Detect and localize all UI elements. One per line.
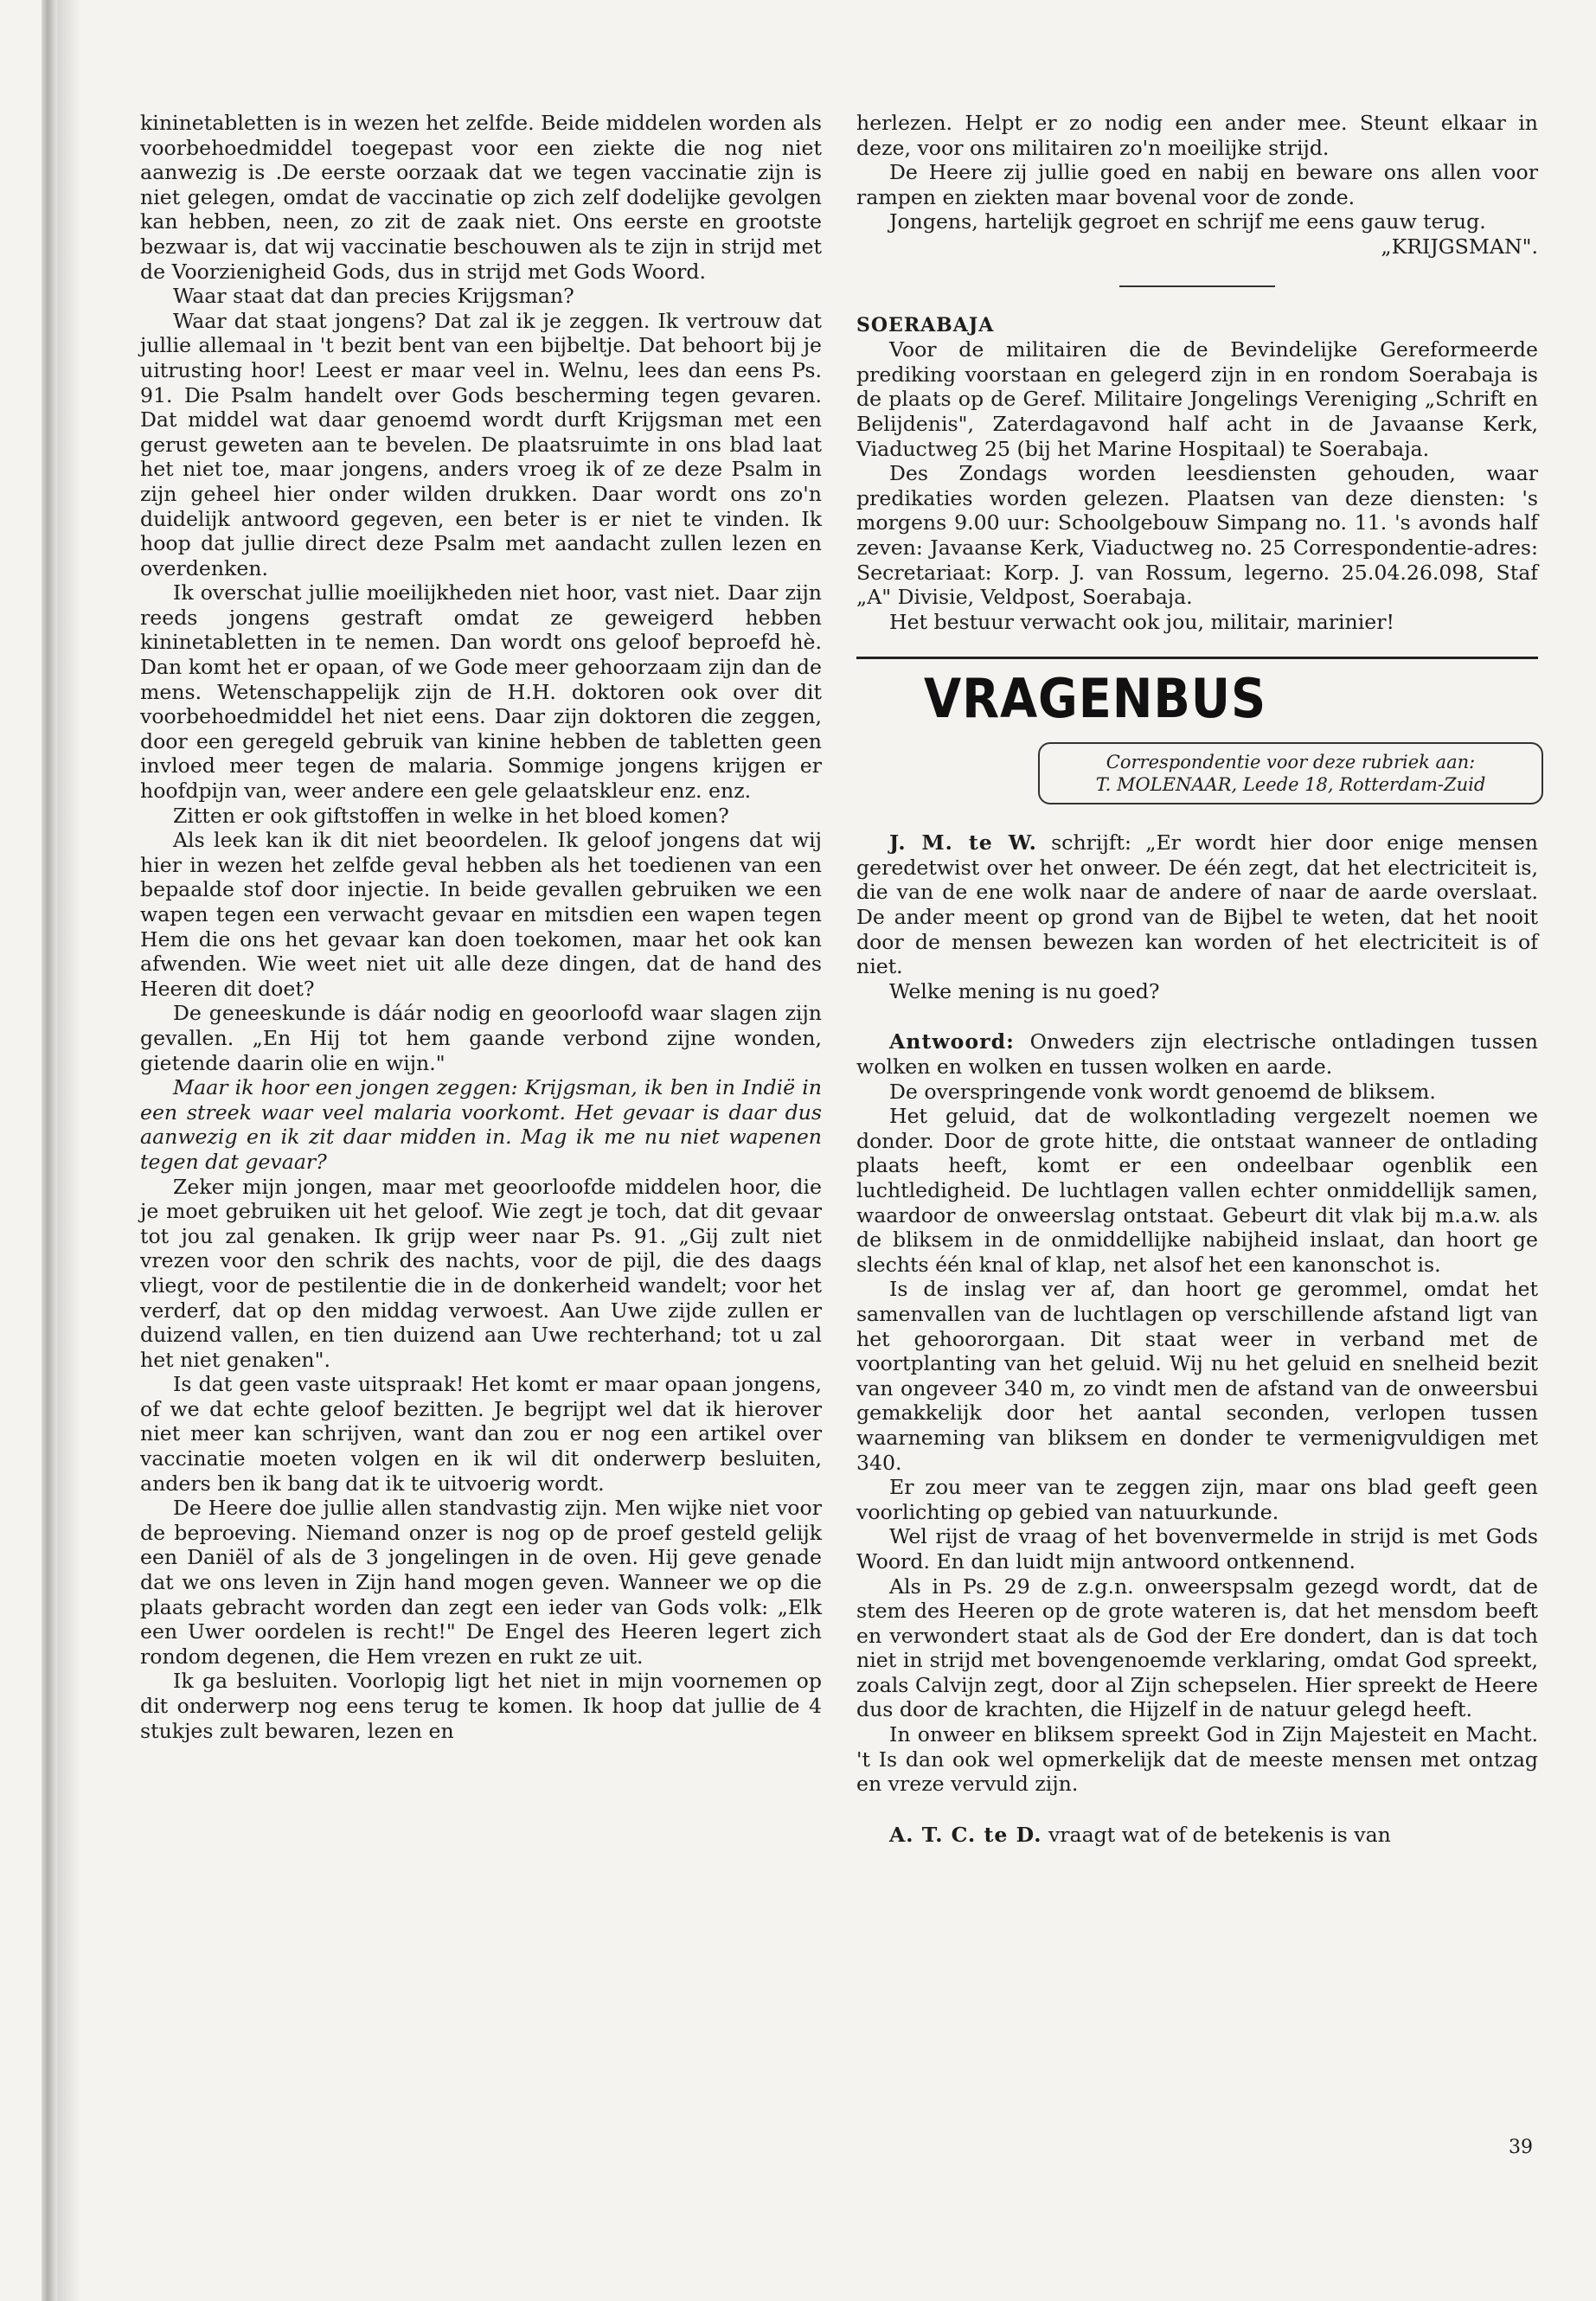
spine-shadow bbox=[57, 0, 81, 2301]
section-heading-soerabaja: SOERABAJA bbox=[856, 313, 995, 336]
paragraph: Als leek kan ik dit niet beoordelen. Ik geloof jongens dat wij hier in wezen het zelfde geval hebben als het toedienen van een bepaalde stof door injectie. In beide gevallen gebruiken we een wapen tegen een verwacht gevaar en mitsdien een wapen tegen Hem die ons het gevaar kan doen toekomen, maar het ook kan afwenden. Wie weet niet uit alle deze dingen, dat de hand des Heeren dit doet? bbox=[140, 828, 822, 1001]
spacer bbox=[856, 1003, 1538, 1029]
answer-text: Onweders zijn electrische ontladingen tussen wolken en wolken en tussen wolken en aarde. bbox=[856, 1029, 1538, 1080]
paragraph: De overspringende vonk wordt genoemd de bliksem. bbox=[889, 1079, 1436, 1104]
question-lead: A. T. C. te D. bbox=[889, 1822, 1042, 1847]
correspondence-address: T. MOLENAAR, Leede 18, Rotterdam-Zuid bbox=[1095, 774, 1486, 796]
question-paragraph bbox=[856, 1823, 1538, 1848]
paragraph: De Heere doe jullie allen standvastig zijn. Men wijke niet voor de beproeving. Niemand onzer is nog op de proef gesteld gelijk een Daniël of als de 3 jongelingen in de oven. Hij geve genade dat we ons leven in Zijn hand mogen geven. Wanneer we op die plaats gebracht worden dan zegt een ieder van Gods volk: „Elk een Uwer oordelen is recht!" De Engel des Heeren legert zich rondom degenen, die Hem vrezen en rukt ze uit. bbox=[140, 1496, 822, 1669]
left-column bbox=[140, 111, 822, 1743]
paragraph: Als in Ps. 29 de z.g.n. onweerspsalm gezegd wordt, dat de stem des Heeren op de grote wateren is, dat het mensdom beeft en verwondert staat als de God der Ere dondert, dan is dat toch niet in strijd met bovengenoemde verklaring, omdat God spreekt, zoals Calvijn zegt, door al Zijn schepselen. Hier spreekt de Heere dus door de krachten, die Hijzelf in de natuur gelegd heeft. bbox=[856, 1574, 1538, 1722]
paragraph: Ik overschat jullie moeilijkheden niet hoor, vast niet. Daar zijn reeds jongens gestraft omdat ze geweigerd hebben kininetabletten in te nemen. Dan wordt ons geloof beproefd hè. Dan komt het er opaan, of we Gode meer gehoorzaam zijn dan de mens. Wetenschappelijk zijn de H.H. doktoren ook over dit voorbehoedmiddel het niet eens. Daar zijn doktoren die zeggen, door een geregeld gebruik van kinine hebben de tabletten geen invloed meer tegen de malaria. Sommige jongens krijgen er hoofdpijn van, weer andere een gele gelaatskleur enz. enz. bbox=[140, 580, 822, 804]
paragraph: Is dat geen vaste uitspraak! Het komt er maar opaan jongens, of we dat echte geloof bezitten. Je begrijpt wel dat ik hierover niet meer kan schrijven, want dan zou er nog een artikel over vaccinatie moeten volgen en ik wil dit onderwerp besluiten, anders ben ik bang dat ik te uitvoerig wordt. bbox=[140, 1372, 822, 1496]
paragraph: Waar staat dat dan precies Krijgsman? bbox=[173, 284, 574, 309]
correspondence-box bbox=[1038, 742, 1543, 804]
paragraph: kininetabletten is in wezen het zelfde. Beide middelen worden als voorbehoedmiddel toegepast voor een ziekte die nog niet aanwezig is .De eerste oorzaak dat we tegen vaccinatie zijn is niet gelegen, omdat de vaccinatie op zich zelf dodelijke gevolgen kan hebben, neen, zo zit de zaak niet. Ons eerste en grootste bezwaar is, dat wij vaccinatie beschouwen als te zijn in strijd met de Voorzienigheid Gods, dus in strijd met Gods Woord. bbox=[140, 111, 822, 284]
correspondence-line: Correspondentie voor deze rubriek aan: bbox=[1106, 752, 1476, 773]
paragraph: Welke mening is nu goed? bbox=[889, 978, 1160, 1003]
paragraph-italic: Maar ik hoor een jongen zeggen: Krijgsman, ik ben in Indië in een streek waar veel malaria voorkomt. Het gevaar is daar dus aanwezig en ik zit daar midden in. Mag ik me nu niet wapenen tegen dat gevaar? bbox=[140, 1075, 822, 1174]
question-text: vraagt wat of de betekenis is van bbox=[1048, 1822, 1391, 1847]
paragraph: herlezen. Helpt er zo nodig een ander mee. Steunt elkaar in deze, voor ons militairen zo'n moeilijke strijd. bbox=[856, 111, 1538, 160]
paragraph: Het bestuur verwacht ook jou, militair, marinier! bbox=[889, 609, 1395, 634]
question-text: schrijft: „Er wordt hier door enige mensen geredetwist over het onweer. De één zegt, dat het electriciteit is, die van de ene wolk naar de andere of naar de aarde overslaat. De ander meent op grond van de Bijbel te weten, dat het nooit door de mensen bewezen kan worden of het electriciteit is of niet. bbox=[856, 830, 1538, 979]
page-number: 39 bbox=[1509, 2137, 1533, 2158]
section-rule bbox=[856, 657, 1538, 659]
question-lead: J. M. te W. bbox=[889, 830, 1037, 856]
spacer bbox=[856, 1797, 1538, 1823]
signature: „KRIJGSMAN". bbox=[1381, 234, 1538, 259]
paragraph: Er zou meer van te zeggen zijn, maar ons blad geeft geen voorlichting op gebied van natuurkunde. bbox=[856, 1475, 1538, 1524]
paragraph: Ik ga besluiten. Voorlopig ligt het niet in mijn voornemen op dit onderwerp nog eens terug te komen. Ik hoop dat jullie de 4 stukjes zult bewaren, lezen en bbox=[140, 1669, 822, 1743]
right-column bbox=[856, 111, 1538, 1847]
answer-paragraph bbox=[856, 1029, 1538, 1079]
paragraph: Des Zondags worden leesdiensten gehouden, waar predikaties worden gelezen. Plaatsen van deze diensten: 's morgens 9.00 uur: Schoolgebouw Simpang no. 11. 's avonds half zeven: Javaanse Kerk, Viaductweg no. 25 Correspondentie-adres: Secretariaat: Korp. J. van Rossum, legerno. 25.04.26.098, Staf „A" Divisie, Veldpost, Soerabaja. bbox=[856, 461, 1538, 610]
page-spine bbox=[42, 0, 57, 2301]
paragraph: De geneeskunde is dáár nodig en geoorloofd waar slagen zijn gevallen. „En Hij tot hem gaande verbond zijne wonden, gietende daarin olie en wijn." bbox=[140, 1001, 822, 1075]
paragraph: Het geluid, dat de wolkontlading vergezelt noemen we donder. Door de grote hitte, die ontstaat wanneer de ontlading plaats heeft, komt er een ondeelbaar ogenblik een luchtledigheid. De luchtlagen vallen echter onmiddellijk samen, waardoor de onweerslag ontstaat. Gebeurt dit vlak bij m.a.w. als de bliksem in de onmiddellijke nabijheid inslaat, dan hoort ge slechts één knal of klap, net alsof het een kanonschot is. bbox=[856, 1104, 1538, 1277]
paragraph: Voor de militairen die de Bevindelijke Gereformeerde prediking voorstaan en gelegerd zijn in en rondom Soerabaja is de plaats op de Geref. Militaire Jongelings Vereniging „Schrift en Belijdenis", Zaterdagavond half acht in de Javaanse Kerk, Viaductweg 25 (bij het Marine Hospitaal) te Soerabaja. bbox=[856, 337, 1538, 461]
paragraph: Zeker mijn jongen, maar met geoorloofde middelen hoor, die je moet gebruiken uit het geloof. Wie zegt je toch, dat dit gevaar tot jou zal genaken. Ik grijp weer naar Ps. 91. „Gij zult niet vrezen voor den schrik des nachts, voor de pijl, die des daags vliegt, voor de pestilentie die in de donkerheid wandelt; voor het verderf, dat op den middag verwoest. Aan Uwe zijde zullen er duizend vallen, en tien duizend aan Uwe rechterhand; tot u zal het niet genaken". bbox=[140, 1174, 822, 1372]
paragraph: In onweer en bliksem spreekt God in Zijn Majesteit en Macht. 't Is dan ook wel opmerkelijk dat de meeste mensen met ontzag en vreze vervuld zijn. bbox=[856, 1722, 1538, 1797]
answer-lead: Antwoord: bbox=[889, 1029, 1015, 1054]
paragraph: Waar dat staat jongens? Dat zal ik je zeggen. Ik vertrouw dat jullie allemaal in 't bezit bent van een bijbeltje. Dat behoort bij je uitrusting hoor! Leest er maar veel in. Welnu, lees dan eens Ps. 91. Die Psalm handelt over Gods bescherming tegen gevaren. Dat middel wat daar genoemd wordt durft Krijgsman met een gerust geweten aan te bevelen. De plaatsruimte in ons blad laat het niet toe, maar jongens, anders vroeg ik of ze deze Psalm in zijn geheel hier onder wilden drukken. Daar wordt ons zo'n duidelijk antwoord gegeven, een beter is er niet te vinden. Ik hoop dat jullie direct deze Psalm met aandacht zullen lezen en overdenken. bbox=[140, 308, 822, 580]
separator-line bbox=[1119, 285, 1275, 287]
vragenbus-title: VRAGENBUS bbox=[924, 667, 1267, 731]
paragraph: Wel rijst de vraag of het bovenvermelde in strijd is met Gods Woord. En dan luidt mijn antwoord ontkennend. bbox=[856, 1524, 1538, 1574]
paragraph: De Heere zij jullie goed en nabij en beware ons allen voor rampen en ziekten maar bovenal voor de zonde. bbox=[856, 160, 1538, 209]
paragraph: Zitten er ook giftstoffen in welke in het bloed komen? bbox=[173, 803, 729, 828]
paragraph: Is de inslag ver af, dan hoort ge gerommel, omdat het samenvallen van de luchtlagen op verschillende afstand ligt van het gehoororgaan. Dit staat weer in verband met de voortplanting van het geluid. Wij nu het geluid en snelheid bezit van ongeveer 340 m, zo vindt men de afstand van de onweersbui gemakkelijk door het aantal seconden, verlopen tussen waarneming van bliksem en donder te vermenigvuldigen met 340. bbox=[856, 1277, 1538, 1475]
paragraph: Jongens, hartelijk gegroet en schrijf me eens gauw terug. bbox=[889, 209, 1486, 234]
question-paragraph bbox=[856, 830, 1538, 979]
